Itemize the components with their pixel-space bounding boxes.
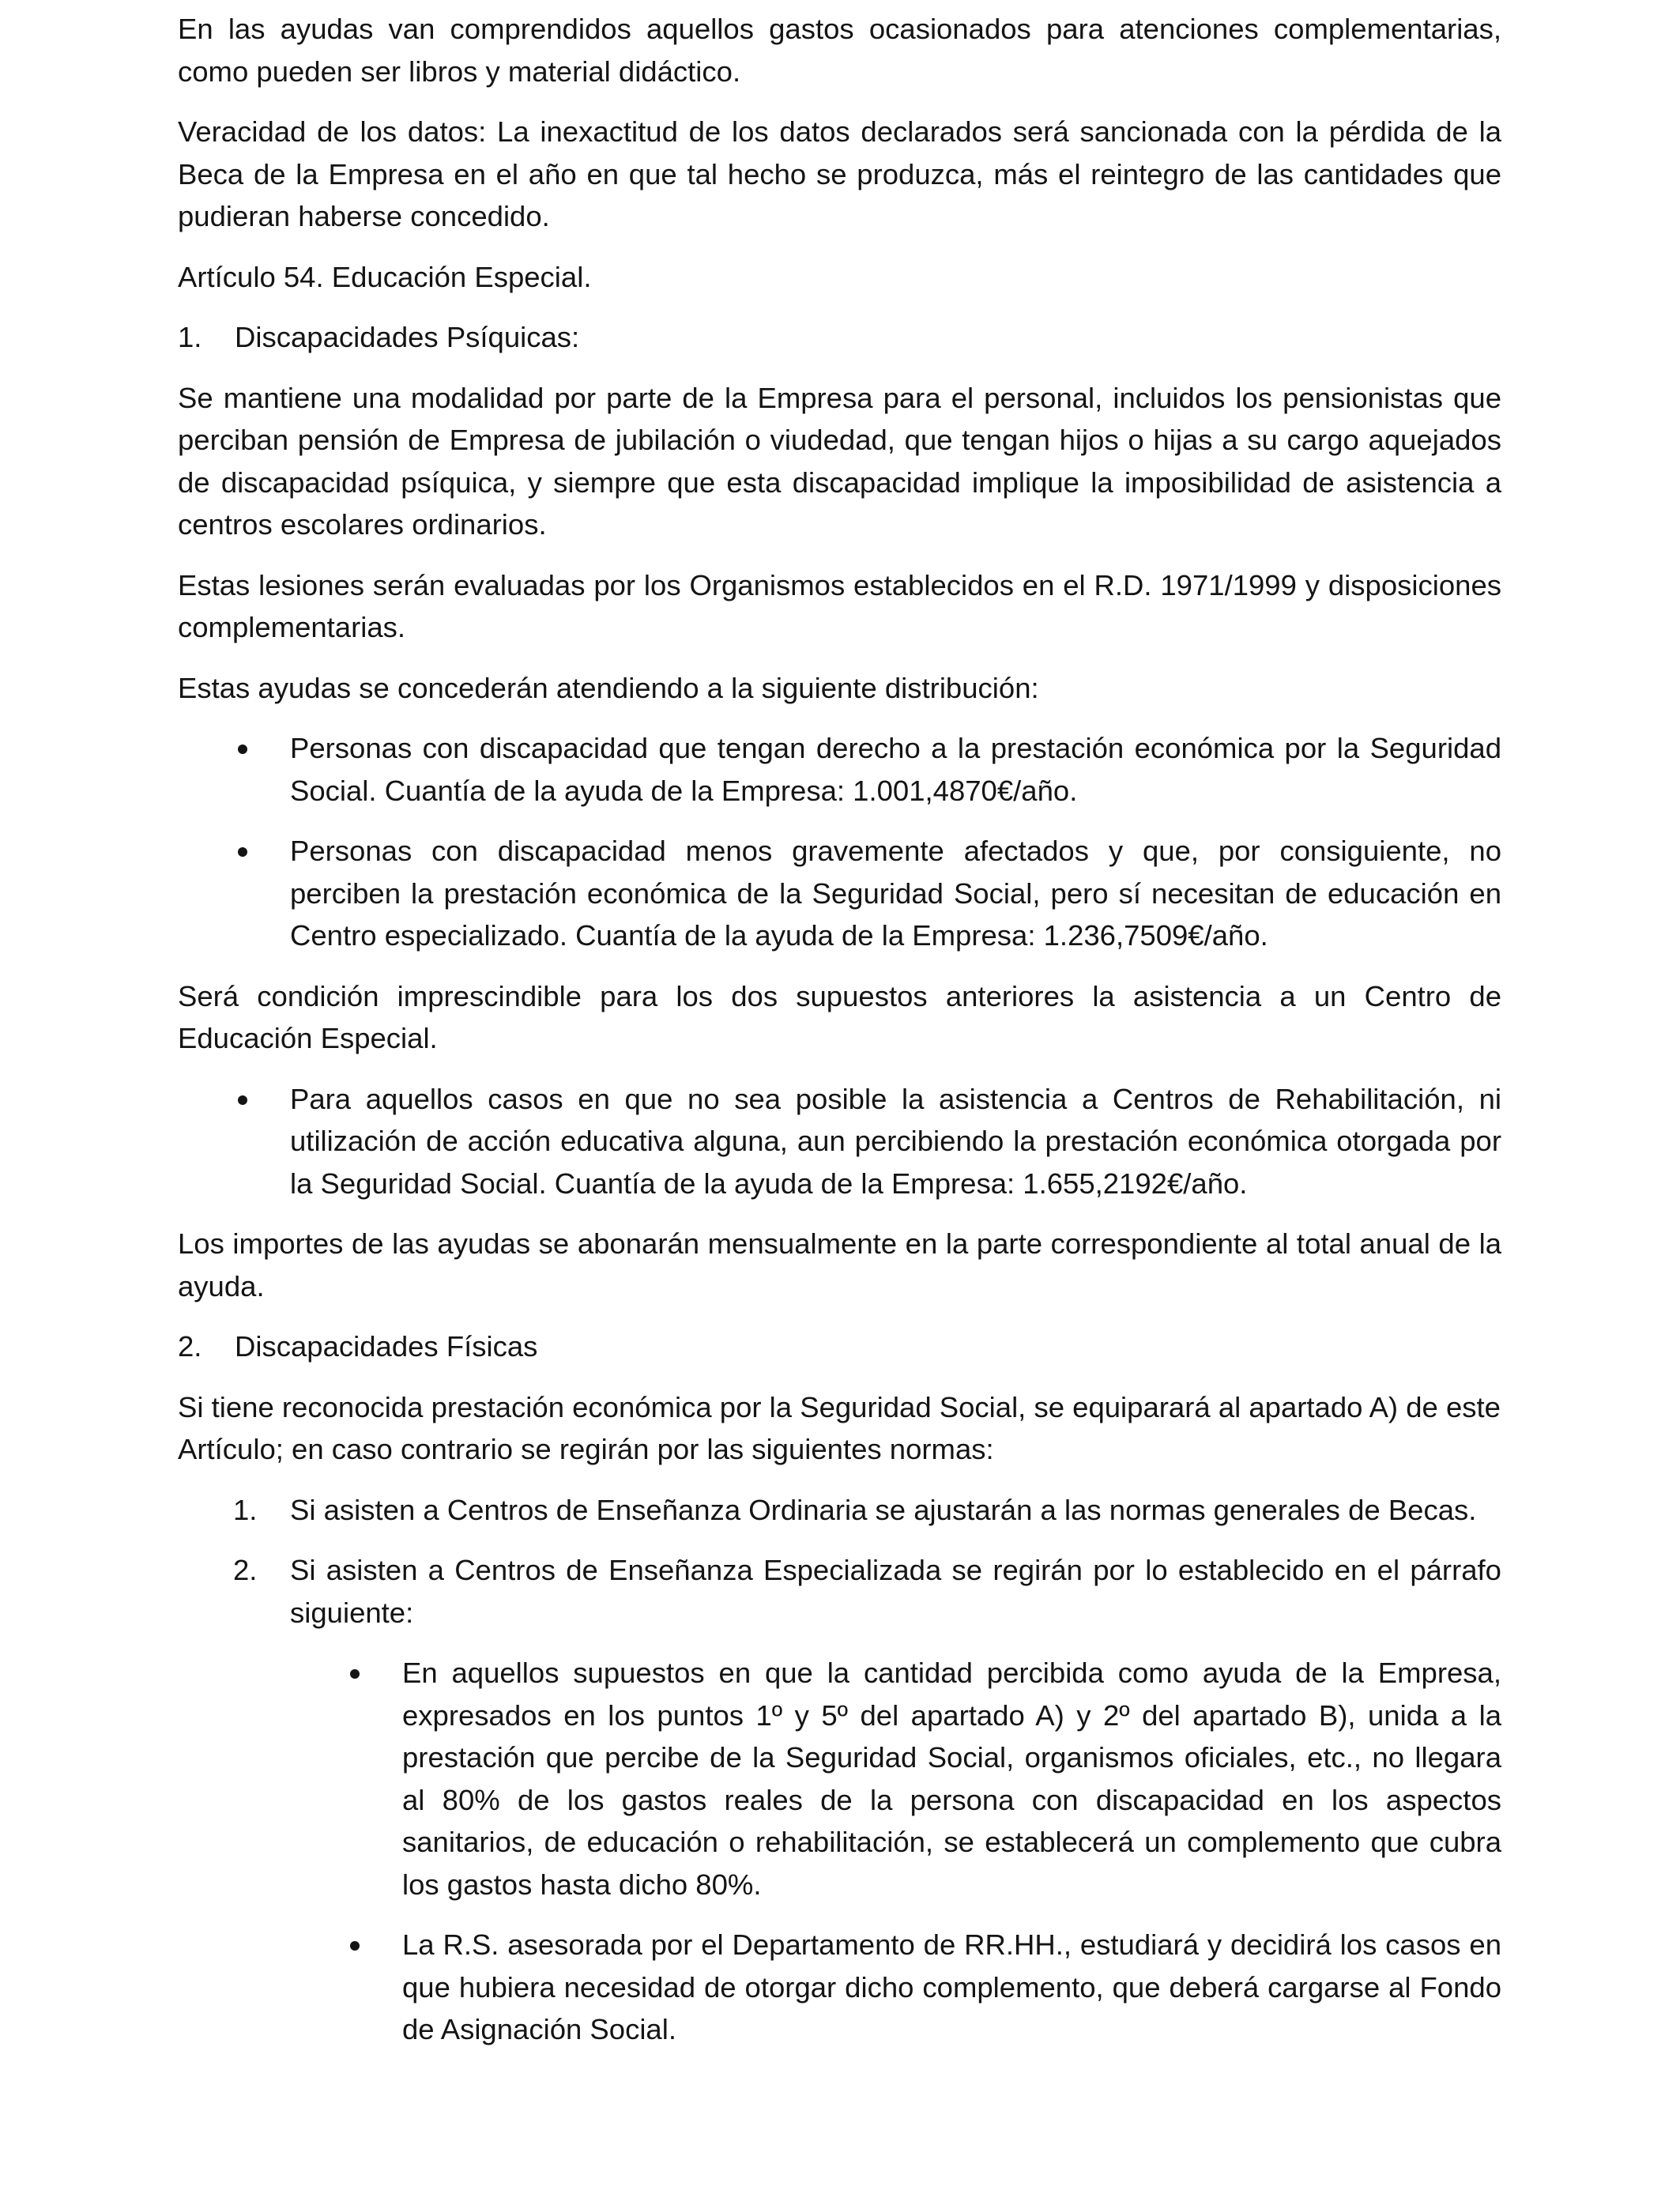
bullet-icon (345, 1924, 402, 2051)
list-item-text: Para aquellos casos en que no sea posible la asistencia a Centros de Rehabilitación, ni utilización de acción educativa alguna, aun percibiendo la prestación económica otorgada por la Seguridad Social. Cuantía de la ayuda de la Empresa: 1.655,2192€/año. (290, 1082, 1501, 1200)
list-item-text: Personas con discapacidad que tengan derecho a la prestación económica por la Seguridad Social. Cuantía de la ayuda de la Empresa: 1.001,4870€/año. (290, 732, 1501, 807)
bullet-icon (233, 727, 290, 812)
section-number: 1. (178, 321, 202, 353)
paragraph-condition: Será condición imprescindible para los dos supuestos anteriores la asistencia a un Centro de Educación Especial. (178, 979, 1501, 1054)
paragraph-recognized-benefit: Si tiene reconocida prestación económica por la Seguridad Social, se equiparará al apartado A) de este Artículo; en caso contrario se regirán por las siguientes normas: (178, 1390, 1501, 1465)
bullet-icon (345, 1652, 402, 1906)
section-heading-physical (178, 1325, 1501, 1368)
paragraph-modality: Se mantiene una modalidad por parte de la Empresa para el personal, incluidos los pensionistas que perciban pensión de Empresa de jubilación o viudedad, que tengan hijos o hijas a su cargo aquejados de discapacidad psíquica, y siempre que esta discapacidad implique la imposibilidad de asistencia a centros escolares ordinarios. (178, 381, 1501, 541)
section-title: Discapacidades Psíquicas: (235, 321, 580, 353)
list-item (178, 1652, 1501, 1906)
list-item-text: En aquellos supuestos en que la cantidad percibida como ayuda de la Empresa, expresados en los puntos 1º y 5º del apartado A) y 2º del apartado B), unida a la prestación que percibe de la Seguridad Social, organismos oficiales, etc., no llegara al 80% de los gastos reales de la persona con discapacidad en los aspectos sanitarios, de educación o rehabilitación, se establecerá un complemento que cubra los gastos hasta dicho 80%. (402, 1657, 1501, 1901)
article-title: Artículo 54. Educación Especial. (178, 260, 592, 293)
list-item-text: La R.S. asesorada por el Departamento de RR.HH., estudiará y decidirá los casos en que hubiera necesidad de otorgar dicho complemento, que deberá cargarse al Fondo de Asignación Social. (402, 1928, 1501, 2045)
paragraph-expenses: En las ayudas van comprendidos aquellos gastos ocasionados para atenciones complementarias, como pueden ser libros y material didáctico. (178, 13, 1501, 88)
bullet-list-rehabilitation (178, 1078, 1501, 1205)
paragraph-data-veracity: Veracidad de los datos: La inexactitud de los datos declarados será sancionada con la pérdida de la Beca de la Empresa en el año en que tal hecho se produzca, más el reintegro de las cantidades que pudieran haberse concedido. (178, 115, 1501, 232)
bullet-icon (233, 1078, 290, 1205)
paragraph-distribution: Estas ayudas se concederán atendiendo a la siguiente distribución: (178, 671, 1039, 704)
list-item-text: Si asisten a Centros de Enseñanza Ordinaria se ajustarán a las normas generales de Becas. (290, 1493, 1477, 1526)
list-item-number: 1. (233, 1493, 258, 1526)
list-item (178, 727, 1501, 812)
list-item (178, 1924, 1501, 2051)
list-item (178, 1549, 1501, 1634)
paragraph-payments: Los importes de las ayudas se abonarán mensualmente en la parte correspondiente al total anual de la ayuda. (178, 1227, 1501, 1302)
list-item (178, 1489, 1501, 1532)
ordered-list-norms (178, 1489, 1501, 1634)
bullet-list-supplement (178, 1652, 1501, 2051)
list-item (178, 1078, 1501, 1205)
section-heading-psychic (178, 316, 1501, 359)
bullet-icon (233, 830, 290, 957)
list-item-text: Si asisten a Centros de Enseñanza Especializada se regirán por lo establecido en el párrafo siguiente: (290, 1554, 1501, 1629)
list-item (178, 830, 1501, 957)
paragraph-evaluation: Estas lesiones serán evaluadas por los Organismos establecidos en el R.D. 1971/1999 y disposiciones complementarias. (178, 568, 1501, 643)
section-title: Discapacidades Físicas (235, 1330, 538, 1363)
list-item-number: 2. (233, 1554, 258, 1586)
document-page (178, 8, 1501, 2069)
list-item-text: Personas con discapacidad menos gravemente afectados y que, por consiguiente, no perciben la prestación económica de la Seguridad Social, pero sí necesitan de educación en Centro especializado. Cuantía de la ayuda de la Empresa: 1.236,7509€/año. (290, 835, 1501, 952)
bullet-list-distribution (178, 727, 1501, 957)
section-number: 2. (178, 1330, 202, 1363)
